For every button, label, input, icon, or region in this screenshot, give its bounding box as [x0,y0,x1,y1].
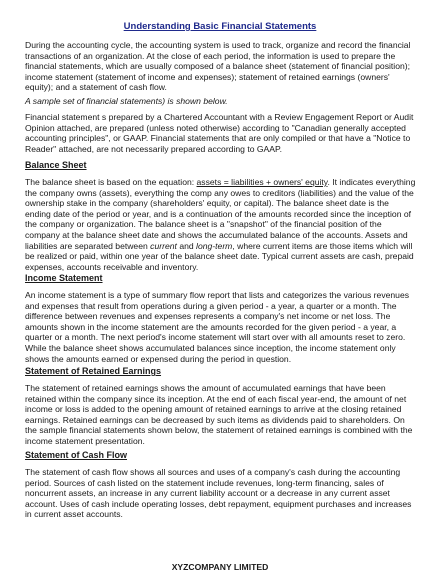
balance-sheet-text-2: . It indicates everything the company owns (assets), everything the comp any owes to creditors (liabilities) and the value of the ownership stake in the company (shareholders' equity, or capital). The balance sheet date is the ending date of the period or year, and is a continuation of the amounts recorded since the inception of the company or organization. The balance sheet is a "snapshot" of the financial position of the company at the balance sheet date and shows the accumulated balance of the accounts. [25,177,416,240]
long-term-term: long-term [196,240,233,251]
balance-sheet-text-4: , where current items are those items which will be realized or paid, within one year of the balance sheet date. Typical current assets are cash, prepaid expenses, accounts receivable and inventory. [25,240,414,272]
balance-sheet-paragraph [25,177,417,272]
preparation-paragraph: Financial statement s prepared by a Chartered Accountant with a Review Engagement Report or Audit Opinion attached, are prepared (unless noted otherwise) according to "Canadian generally accepted accounting principles", or GAAP. Financial statements that are only compiled or that have a "Notice to Reader" attached, are not necessarily prepared according to GAAP. [25,112,414,154]
balance-sheet-text-1: The balance sheet is based on the equation: [25,177,195,187]
balance-sheet-text-3: Assets and liabilities are separated between [25,229,408,251]
cash-flow-paragraph: The statement of cash flow shows all sources and uses of a company's cash during the accounting period. Sources of cash listed on the statement include revenues, long-term financing, sales of noncurrent assets, an increase in any current liability account or a decrease in any current asset account. Uses of cash include operating losses, debt repayment, equipment purchases and increases in current asset accounts. [25,467,412,520]
company-name-footer: XYZCOMPANY LIMITED [171,562,269,572]
retained-earnings-paragraph: The statement of retained earnings shows the amount of accumulated earnings that have been retained within the company since its inception. At the end of each fiscal year-end, the amount of net income or loss is added to the opening amount of retained earnings to arrive at the closing retained earnings. Retained earnings can be decreased by such items as dividends paid to shareholders. On the sample financial statements shown below, the statement of retained earnings is combined with the income statement presentation. [25,383,413,446]
page-title: Understanding Basic Financial Statements [123,21,317,32]
balance-sheet-heading: Balance Sheet [25,160,87,170]
sample-note: A sample set of financial statements) is shown below. [25,96,228,106]
retained-earnings-heading: Statement of Retained Earnings [25,366,162,376]
and-word: and [179,240,194,251]
income-statement-heading: Income Statement [25,273,103,283]
income-statement-paragraph: An income statement is a type of summary flow report that lists and categorizes the various revenues and expenses that result from operations during a given period - a year, a quarter or a month. The difference between revenues and expenses represents a company's net income or net loss. The amounts shown in the income statement are the amounts recorded for the given period - a year, a quarter or a month. The next period's income statement will start over with all amounts reset to zero. While the balance sheet shows accumulated balances since inception, the income statement only shows the amounts earned or expensed during the period in question. [25,290,410,364]
current-term: current [150,240,177,251]
balance-sheet-equation: assets = liabilities + owners' equity [196,177,328,187]
cash-flow-heading: Statement of Cash Flow [25,450,128,460]
intro-paragraph: During the accounting cycle, the accounting system is used to track, organize and record the financial transactions of an organization. At the close of each period, the information is used to prepare the financial statements, which are usually composed of a balance sheet (statement of financial position); income statement (statement of income and expenses); statement of retained earnings (owners' equity); and a statement of cash flow. [25,40,411,93]
